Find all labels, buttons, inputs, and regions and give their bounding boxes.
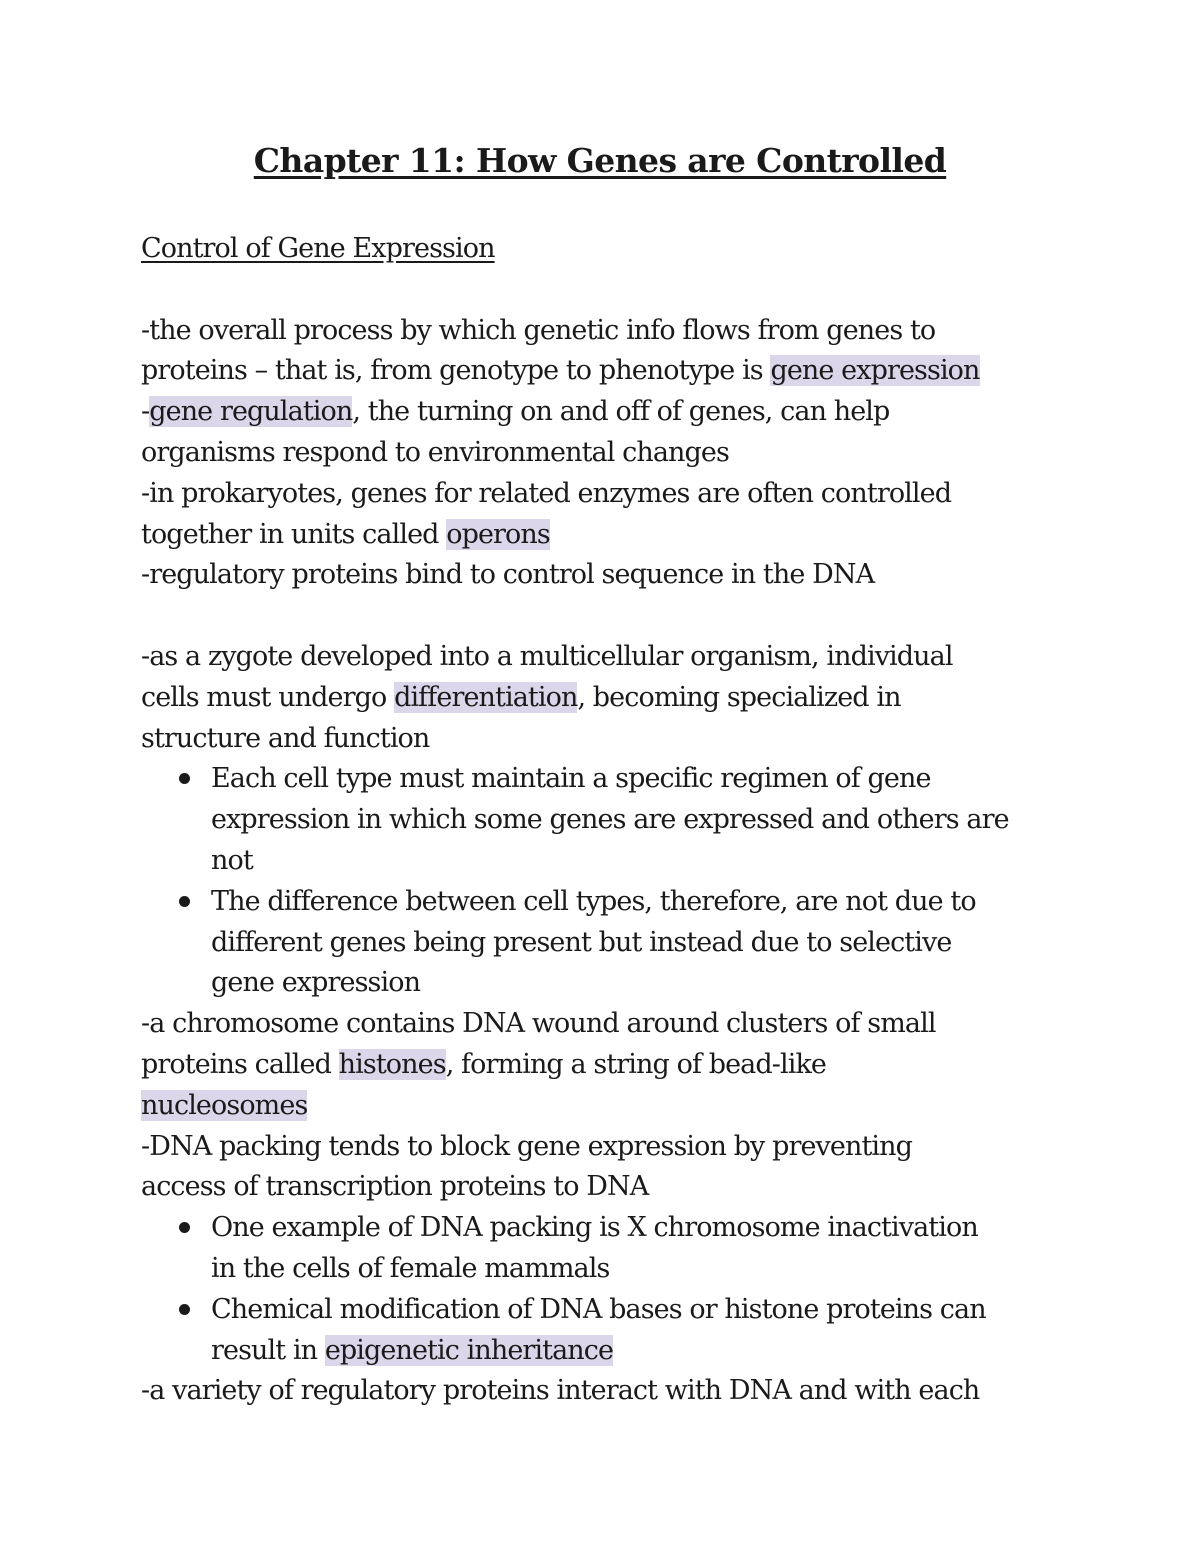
document-body [141, 229, 1071, 1412]
list-item [141, 1208, 1071, 1290]
highlighted-term: nucleosomes [141, 1089, 308, 1121]
paragraph-line [141, 515, 1071, 556]
bullet-icon [179, 896, 190, 907]
bullet-icon [179, 1222, 190, 1233]
text-span: , the turning on and off of genes, can help [352, 396, 890, 428]
spacer [141, 596, 1071, 637]
list-item [141, 882, 1071, 1004]
paragraph-line: -the overall process by which genetic info flows from genes to [141, 314, 936, 346]
highlighted-term: epigenetic inheritance [324, 1334, 614, 1366]
paragraph-line [141, 351, 1071, 392]
text-span: cells must undergo [141, 681, 395, 713]
list-item [141, 759, 1071, 881]
paragraph-line: access of transcription proteins to DNA [141, 1171, 649, 1203]
list-item-line: different genes being present but instead due to selective [211, 926, 952, 958]
list-item-line: One example of DNA packing is X chromosome inactivation [211, 1212, 978, 1244]
paragraph-line [141, 392, 1071, 433]
text-span: , forming a string of bead-like [445, 1048, 826, 1080]
paragraph-line [141, 1045, 1071, 1086]
list-item-line: Each cell type must maintain a specific regimen of gene [211, 763, 931, 795]
list-item-line: in the cells of female mammals [211, 1252, 610, 1284]
text-span: proteins called [141, 1048, 339, 1080]
text-span: - [141, 396, 150, 428]
page-title: Chapter 11: How Genes are Controlled [253, 141, 947, 180]
list-item-line [211, 1331, 1071, 1372]
paragraph-line: organisms respond to environmental changes [141, 436, 729, 468]
paragraph-line: -DNA packing tends to block gene expression by preventing [141, 1130, 913, 1162]
highlighted-term: histones [338, 1048, 446, 1080]
spacer [141, 270, 1071, 311]
list-item-line: expression in which some genes are expressed and others are [211, 804, 1009, 836]
bullet-icon [179, 773, 190, 784]
paragraph-line: -a chromosome contains DNA wound around clusters of small [141, 1008, 936, 1040]
paragraph-line: -as a zygote developed into a multicellular organism, individual [141, 640, 953, 672]
highlighted-term: gene expression [770, 355, 980, 387]
paragraph-line [141, 1086, 1071, 1127]
bullet-list [141, 1208, 1071, 1371]
list-item-line: not [211, 844, 253, 876]
paragraph-line: -regulatory proteins bind to control sequence in the DNA [141, 559, 875, 591]
section-heading: Control of Gene Expression [141, 233, 495, 264]
highlighted-term: operons [446, 518, 550, 550]
paragraph-line: -a variety of regulatory proteins interact with DNA and with each [141, 1375, 980, 1407]
paragraph-line [141, 678, 1071, 719]
text-span: proteins – that is, from genotype to phenotype is [141, 355, 771, 387]
list-item-line: Chemical modification of DNA bases or histone proteins can [211, 1293, 986, 1325]
bullet-icon [179, 1304, 190, 1315]
paragraph-line: -in prokaryotes, genes for related enzymes are often controlled [141, 477, 952, 509]
text-span: result in [211, 1334, 325, 1366]
highlighted-term: differentiation [394, 681, 578, 713]
list-item-line: gene expression [211, 967, 421, 999]
paragraph-line: structure and function [141, 722, 430, 754]
text-span: , becoming specialized in [577, 681, 901, 713]
text-span: together in units called [141, 518, 447, 550]
list-item-line: The difference between cell types, therefore, are not due to [211, 885, 976, 917]
highlighted-term: gene regulation [149, 396, 353, 428]
list-item [141, 1290, 1071, 1372]
bullet-list [141, 759, 1071, 1004]
